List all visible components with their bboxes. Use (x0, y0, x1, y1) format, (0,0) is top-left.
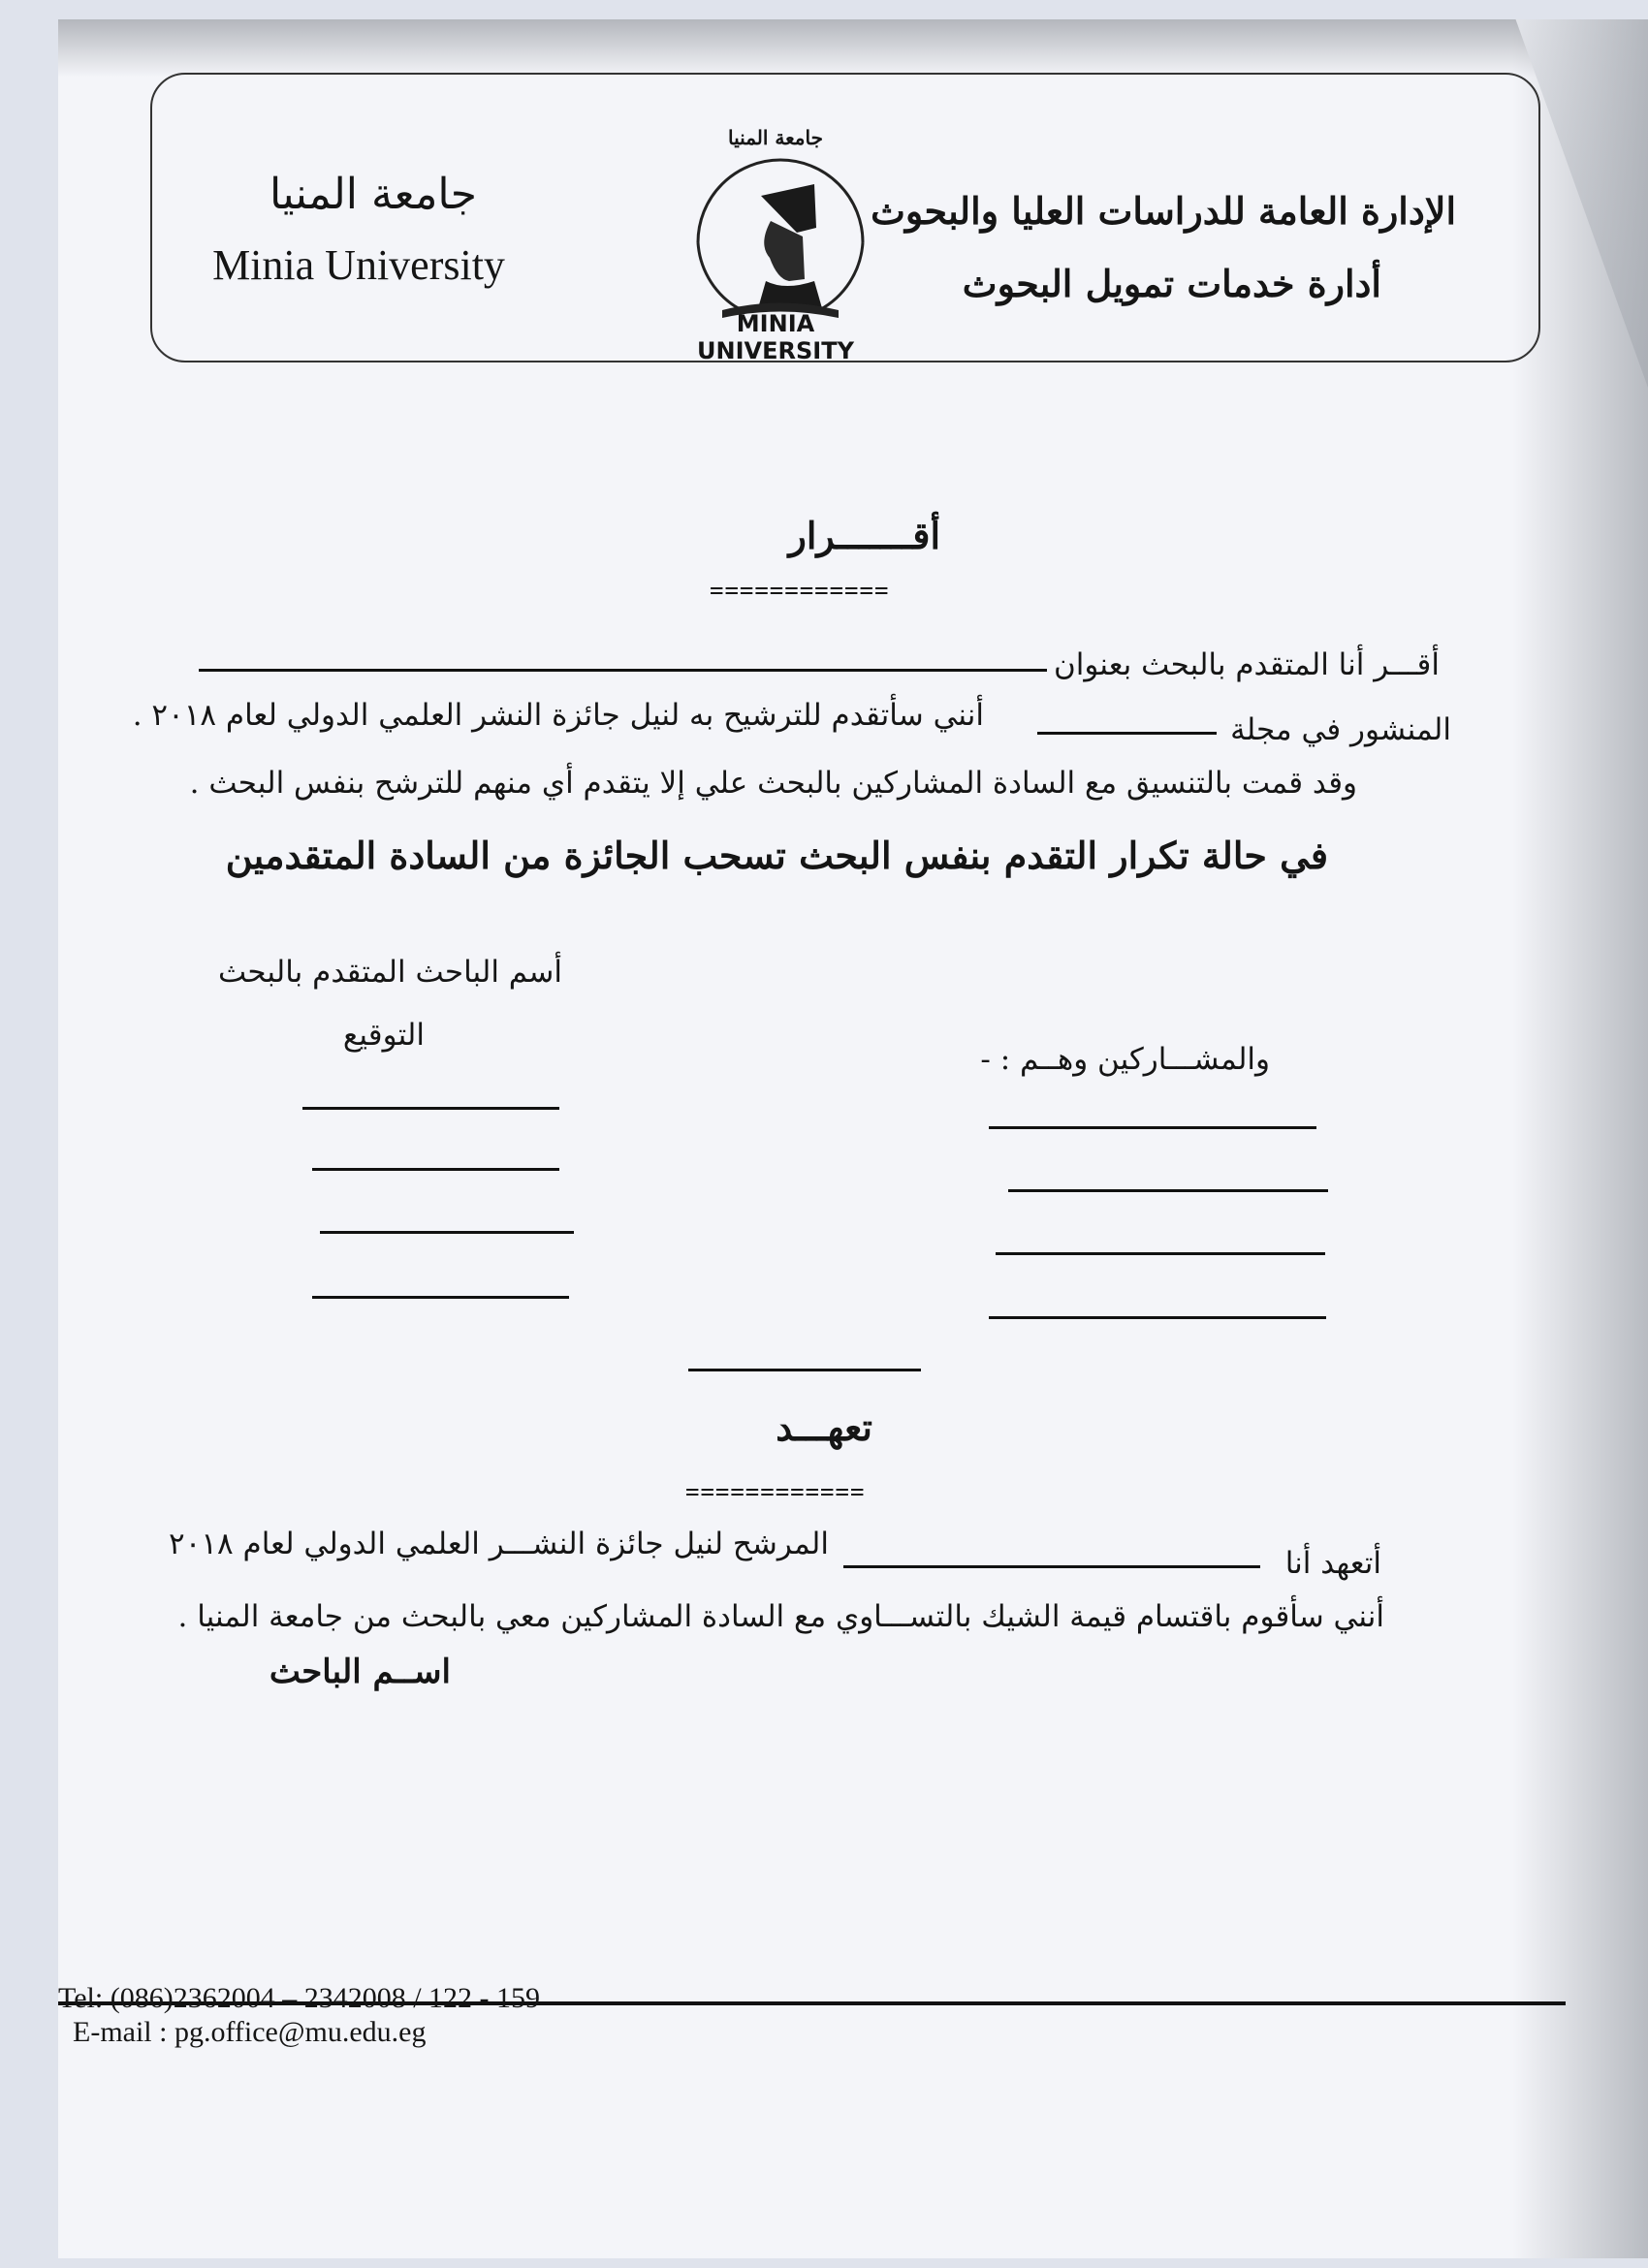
applicant-name-label: أسم الباحث المتقدم بالبحث (217, 955, 562, 990)
signature-label: التوقيع (342, 1018, 425, 1053)
pledge-name-blank-line (843, 1565, 1260, 1568)
declaration-line-1: أقـــر أنا المتقدم بالبحث بعنوان (1053, 647, 1440, 682)
pledge-line-1-start: أتعهد أنا (1284, 1546, 1381, 1581)
title-blank-line (199, 669, 1047, 672)
logo-arc-text: جامعة المنيا (728, 126, 823, 149)
footer-email: E-mail : pg.office@mu.edu.eg (73, 2016, 427, 2048)
pledge-line-1-end: المرشح لنيل جائزة النشـــر العلمي الدولي لعام ٢٠١٨ (169, 1527, 829, 1561)
declaration-divider: ============ (710, 577, 890, 604)
participant-line (1008, 1189, 1328, 1192)
journal-blank-line (1037, 732, 1217, 735)
declaration-line-3: وقد قمت بالتنسيق مع السادة المشاركين بالبحث علي إلا يتقدم أي منهم للترشح بنفس البحث . (189, 766, 1357, 801)
participant-line (989, 1316, 1326, 1319)
pledge-title: تعهـــد (776, 1405, 872, 1449)
nefertiti-bust-icon (758, 184, 822, 308)
applicant-sign-line (302, 1107, 559, 1110)
separator-line (688, 1369, 921, 1371)
participants-label: والمشـــاركين وهــم : - (980, 1042, 1270, 1077)
declaration-line-2-end: أنني سأتقدم للترشيح به لنيل جائزة النشر العلمي الدولي لعام ٢٠١٨ . (132, 698, 984, 733)
admin-line-1: الإدارة العامة للدراسات العليا والبحوث (871, 189, 1456, 233)
participant-line (996, 1252, 1325, 1255)
university-name-english: Minia University (212, 241, 505, 289)
applicant-sign-line (320, 1231, 574, 1234)
applicant-sign-line (312, 1168, 559, 1171)
participant-line (989, 1126, 1316, 1129)
footer-tel: Tel: (086)2362004 – 2342008 / 122 - 159 (58, 1982, 541, 2014)
university-logo (669, 136, 892, 339)
researcher-name-label: اســم الباحث (269, 1653, 451, 1691)
declaration-title: أقـــــــرار (788, 514, 940, 557)
declaration-line-4: في حالة تكرار التقدم بنفس البحث تسحب الجائزة من السادة المتقدمين (225, 834, 1328, 877)
applicant-sign-line (312, 1296, 569, 1299)
declaration-line-2-start: المنشور في مجلة (1230, 712, 1451, 747)
admin-line-2: أدارة خدمات تمويل البحوث (962, 262, 1381, 305)
university-name-arabic: جامعة المنيا (269, 170, 477, 219)
logo-caption: MINIA UNIVERSITY (697, 310, 854, 364)
pledge-divider: ============ (685, 1478, 866, 1505)
pledge-line-2: أنني سأقوم باقتسام قيمة الشيك بالتســـاوي مع السادة المشاركين معي بالبحث من جامعة المنيا . (177, 1599, 1384, 1634)
